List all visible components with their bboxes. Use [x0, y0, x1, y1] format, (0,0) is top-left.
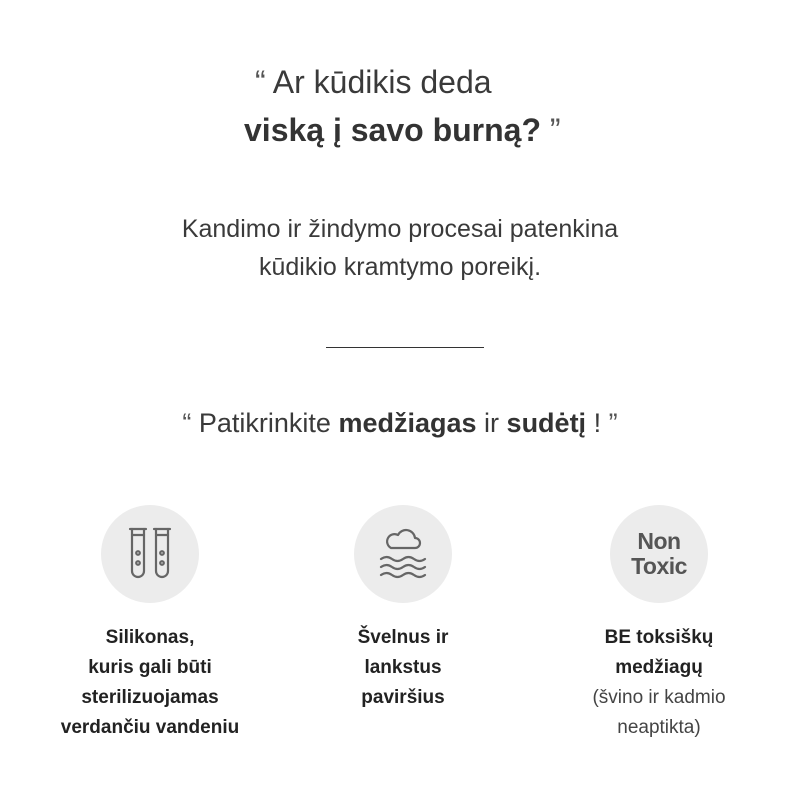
test-tubes-icon	[125, 526, 175, 582]
headline-line1-text: Ar kūdikis deda	[272, 64, 492, 100]
feature-non-toxic-note1: (švino ir kadmio	[592, 687, 726, 708]
feature-non-toxic	[529, 505, 789, 743]
feature-silicone-circle	[101, 505, 199, 603]
check-open-quote: “	[182, 408, 192, 438]
headline-close-quote: ”	[549, 112, 561, 148]
cloud-waves-icon	[375, 528, 431, 580]
feature-soft-surface-line2: lankstus	[364, 657, 442, 678]
feature-soft-surface-line1: Švelnus ir	[357, 627, 449, 648]
subtitle	[0, 210, 800, 286]
feature-silicone-line1: Silikonas,	[105, 627, 195, 648]
feature-silicone	[20, 505, 280, 743]
subtitle-line2: kūdikio kramtymo poreikį.	[258, 253, 542, 281]
subtitle-line1: Kandimo ir žindymo procesai patenkina	[181, 215, 619, 243]
check-close-quote: ”	[608, 408, 618, 438]
check-end: !	[593, 408, 602, 438]
feature-non-toxic-label	[529, 623, 789, 743]
feature-soft-surface-line3: paviršius	[361, 687, 445, 708]
feature-non-toxic-note2: neaptikta)	[617, 717, 701, 738]
feature-soft-surface-circle	[354, 505, 452, 603]
feature-silicone-label	[20, 623, 280, 743]
non-toxic-icon-line1: Non	[637, 528, 681, 554]
non-toxic-icon-line2: Toxic	[631, 553, 687, 579]
feature-non-toxic-line1: BE toksiškų	[604, 627, 714, 648]
headline-line1	[255, 64, 492, 101]
headline-line2-text: viską į savo burną?	[244, 112, 542, 148]
headline-open-quote: “	[255, 64, 266, 100]
headline-line2	[244, 112, 561, 149]
feature-soft-surface	[273, 505, 533, 713]
check-part1: Patikrinkite	[198, 408, 331, 438]
check-bold1: medžiagas	[338, 408, 477, 438]
feature-soft-surface-label	[273, 623, 533, 713]
feature-silicone-line3: sterilizuojamas	[81, 687, 219, 708]
check-part2: ir	[484, 408, 500, 438]
divider	[326, 347, 484, 348]
feature-silicone-line2: kuris gali būti	[88, 657, 212, 678]
non-toxic-icon	[610, 505, 708, 603]
check-bold2: sudėtį	[506, 408, 587, 438]
feature-non-toxic-line2: medžiagų	[615, 657, 703, 678]
check-heading	[0, 408, 800, 439]
feature-silicone-line4: verdančiu vandeniu	[60, 717, 240, 738]
